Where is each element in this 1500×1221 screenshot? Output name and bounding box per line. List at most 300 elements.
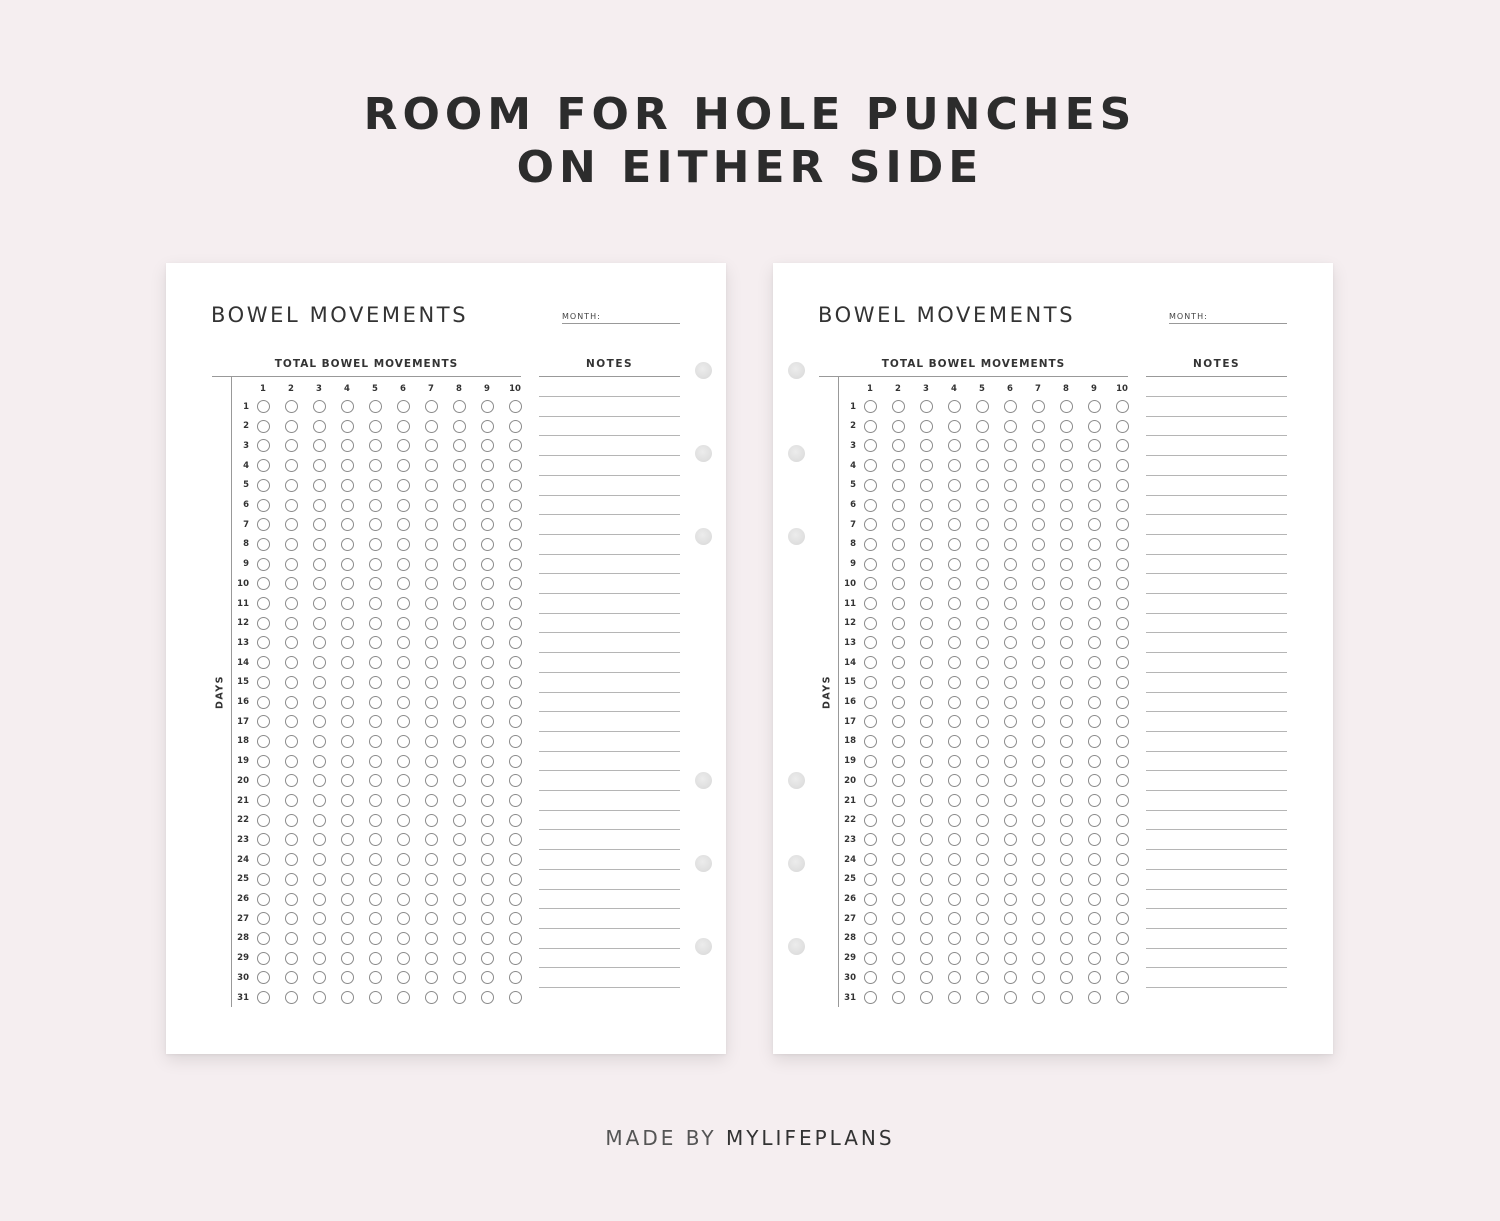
tracker-bubble[interactable]: [920, 577, 933, 590]
tracker-bubble[interactable]: [864, 774, 877, 787]
tracker-bubble[interactable]: [864, 853, 877, 866]
tracker-bubble[interactable]: [1116, 479, 1129, 492]
tracker-bubble[interactable]: [1116, 499, 1129, 512]
tracker-bubble[interactable]: [285, 499, 298, 512]
tracker-bubble[interactable]: [948, 558, 961, 571]
note-line[interactable]: [539, 613, 680, 614]
tracker-bubble[interactable]: [453, 814, 466, 827]
tracker-bubble[interactable]: [864, 400, 877, 413]
tracker-bubble[interactable]: [1088, 400, 1101, 413]
tracker-bubble[interactable]: [892, 400, 905, 413]
tracker-bubble[interactable]: [948, 479, 961, 492]
tracker-bubble[interactable]: [509, 558, 522, 571]
tracker-bubble[interactable]: [481, 400, 494, 413]
tracker-bubble[interactable]: [285, 735, 298, 748]
tracker-bubble[interactable]: [509, 400, 522, 413]
tracker-bubble[interactable]: [453, 558, 466, 571]
tracker-bubble[interactable]: [285, 676, 298, 689]
note-line[interactable]: [539, 790, 680, 791]
note-line[interactable]: [539, 731, 680, 732]
tracker-bubble[interactable]: [948, 696, 961, 709]
tracker-bubble[interactable]: [1116, 577, 1129, 590]
tracker-bubble[interactable]: [892, 735, 905, 748]
tracker-bubble[interactable]: [313, 538, 326, 551]
tracker-bubble[interactable]: [892, 499, 905, 512]
tracker-bubble[interactable]: [1004, 518, 1017, 531]
tracker-bubble[interactable]: [1032, 794, 1045, 807]
note-line[interactable]: [539, 435, 680, 436]
tracker-bubble[interactable]: [1088, 439, 1101, 452]
tracker-bubble[interactable]: [1004, 794, 1017, 807]
tracker-bubble[interactable]: [892, 636, 905, 649]
tracker-bubble[interactable]: [257, 794, 270, 807]
tracker-bubble[interactable]: [453, 893, 466, 906]
note-line[interactable]: [1146, 573, 1287, 574]
tracker-bubble[interactable]: [341, 518, 354, 531]
tracker-bubble[interactable]: [1004, 676, 1017, 689]
tracker-bubble[interactable]: [920, 636, 933, 649]
tracker-bubble[interactable]: [509, 991, 522, 1004]
tracker-bubble[interactable]: [285, 656, 298, 669]
tracker-bubble[interactable]: [948, 518, 961, 531]
note-line[interactable]: [539, 416, 680, 417]
tracker-bubble[interactable]: [864, 971, 877, 984]
tracker-bubble[interactable]: [453, 696, 466, 709]
note-line[interactable]: [539, 928, 680, 929]
tracker-bubble[interactable]: [1116, 538, 1129, 551]
tracker-bubble[interactable]: [453, 971, 466, 984]
tracker-bubble[interactable]: [425, 499, 438, 512]
tracker-bubble[interactable]: [1088, 656, 1101, 669]
tracker-bubble[interactable]: [1060, 420, 1073, 433]
tracker-bubble[interactable]: [425, 577, 438, 590]
tracker-bubble[interactable]: [864, 636, 877, 649]
tracker-bubble[interactable]: [864, 499, 877, 512]
tracker-bubble[interactable]: [892, 952, 905, 965]
tracker-bubble[interactable]: [481, 696, 494, 709]
tracker-bubble[interactable]: [1060, 558, 1073, 571]
tracker-bubble[interactable]: [892, 833, 905, 846]
tracker-bubble[interactable]: [1060, 696, 1073, 709]
tracker-bubble[interactable]: [509, 873, 522, 886]
note-line[interactable]: [1146, 652, 1287, 653]
tracker-bubble[interactable]: [1004, 479, 1017, 492]
tracker-bubble[interactable]: [425, 696, 438, 709]
tracker-bubble[interactable]: [257, 696, 270, 709]
tracker-bubble[interactable]: [892, 577, 905, 590]
tracker-bubble[interactable]: [397, 636, 410, 649]
tracker-bubble[interactable]: [976, 715, 989, 728]
note-line[interactable]: [539, 396, 680, 397]
tracker-bubble[interactable]: [453, 735, 466, 748]
tracker-bubble[interactable]: [948, 893, 961, 906]
tracker-bubble[interactable]: [1088, 774, 1101, 787]
tracker-bubble[interactable]: [257, 558, 270, 571]
tracker-bubble[interactable]: [341, 774, 354, 787]
tracker-bubble[interactable]: [920, 755, 933, 768]
tracker-bubble[interactable]: [285, 814, 298, 827]
tracker-bubble[interactable]: [1004, 558, 1017, 571]
tracker-bubble[interactable]: [481, 420, 494, 433]
tracker-bubble[interactable]: [397, 794, 410, 807]
tracker-bubble[interactable]: [397, 814, 410, 827]
tracker-bubble[interactable]: [481, 656, 494, 669]
tracker-bubble[interactable]: [257, 420, 270, 433]
tracker-bubble[interactable]: [976, 696, 989, 709]
tracker-bubble[interactable]: [1004, 893, 1017, 906]
tracker-bubble[interactable]: [509, 617, 522, 630]
tracker-bubble[interactable]: [257, 617, 270, 630]
tracker-bubble[interactable]: [920, 952, 933, 965]
note-line[interactable]: [539, 987, 680, 988]
tracker-bubble[interactable]: [313, 577, 326, 590]
tracker-bubble[interactable]: [920, 794, 933, 807]
tracker-bubble[interactable]: [1088, 912, 1101, 925]
tracker-bubble[interactable]: [976, 538, 989, 551]
tracker-bubble[interactable]: [1088, 971, 1101, 984]
note-line[interactable]: [539, 554, 680, 555]
tracker-bubble[interactable]: [481, 676, 494, 689]
tracker-bubble[interactable]: [341, 597, 354, 610]
tracker-bubble[interactable]: [1116, 636, 1129, 649]
tracker-bubble[interactable]: [1060, 459, 1073, 472]
tracker-bubble[interactable]: [369, 676, 382, 689]
tracker-bubble[interactable]: [341, 873, 354, 886]
tracker-bubble[interactable]: [1004, 971, 1017, 984]
tracker-bubble[interactable]: [257, 577, 270, 590]
tracker-bubble[interactable]: [948, 439, 961, 452]
tracker-bubble[interactable]: [425, 774, 438, 787]
tracker-bubble[interactable]: [425, 853, 438, 866]
tracker-bubble[interactable]: [509, 912, 522, 925]
tracker-bubble[interactable]: [1088, 833, 1101, 846]
tracker-bubble[interactable]: [257, 735, 270, 748]
tracker-bubble[interactable]: [1032, 932, 1045, 945]
tracker-bubble[interactable]: [257, 715, 270, 728]
tracker-bubble[interactable]: [313, 518, 326, 531]
tracker-bubble[interactable]: [453, 853, 466, 866]
tracker-bubble[interactable]: [1004, 833, 1017, 846]
tracker-bubble[interactable]: [948, 814, 961, 827]
note-line[interactable]: [1146, 790, 1287, 791]
tracker-bubble[interactable]: [425, 794, 438, 807]
tracker-bubble[interactable]: [453, 656, 466, 669]
tracker-bubble[interactable]: [509, 715, 522, 728]
tracker-bubble[interactable]: [509, 932, 522, 945]
tracker-bubble[interactable]: [1060, 814, 1073, 827]
tracker-bubble[interactable]: [864, 597, 877, 610]
note-line[interactable]: [539, 849, 680, 850]
tracker-bubble[interactable]: [341, 833, 354, 846]
tracker-bubble[interactable]: [920, 991, 933, 1004]
note-line[interactable]: [539, 475, 680, 476]
tracker-bubble[interactable]: [369, 715, 382, 728]
tracker-bubble[interactable]: [369, 893, 382, 906]
tracker-bubble[interactable]: [864, 696, 877, 709]
tracker-bubble[interactable]: [257, 518, 270, 531]
tracker-bubble[interactable]: [397, 893, 410, 906]
tracker-bubble[interactable]: [509, 853, 522, 866]
tracker-bubble[interactable]: [1032, 755, 1045, 768]
tracker-bubble[interactable]: [1088, 420, 1101, 433]
tracker-bubble[interactable]: [1088, 755, 1101, 768]
tracker-bubble[interactable]: [453, 755, 466, 768]
tracker-bubble[interactable]: [948, 636, 961, 649]
tracker-bubble[interactable]: [369, 420, 382, 433]
tracker-bubble[interactable]: [341, 893, 354, 906]
tracker-bubble[interactable]: [976, 893, 989, 906]
tracker-bubble[interactable]: [313, 420, 326, 433]
note-line[interactable]: [1146, 455, 1287, 456]
tracker-bubble[interactable]: [1032, 400, 1045, 413]
tracker-bubble[interactable]: [892, 893, 905, 906]
tracker-bubble[interactable]: [1004, 755, 1017, 768]
tracker-bubble[interactable]: [1116, 794, 1129, 807]
tracker-bubble[interactable]: [341, 617, 354, 630]
tracker-bubble[interactable]: [257, 873, 270, 886]
tracker-bubble[interactable]: [285, 538, 298, 551]
note-line[interactable]: [1146, 928, 1287, 929]
tracker-bubble[interactable]: [1004, 932, 1017, 945]
tracker-bubble[interactable]: [1060, 617, 1073, 630]
tracker-bubble[interactable]: [1004, 814, 1017, 827]
tracker-bubble[interactable]: [1088, 617, 1101, 630]
tracker-bubble[interactable]: [1060, 952, 1073, 965]
tracker-bubble[interactable]: [976, 558, 989, 571]
tracker-bubble[interactable]: [1060, 577, 1073, 590]
note-line[interactable]: [1146, 475, 1287, 476]
tracker-bubble[interactable]: [1032, 676, 1045, 689]
tracker-bubble[interactable]: [285, 893, 298, 906]
tracker-bubble[interactable]: [509, 538, 522, 551]
tracker-bubble[interactable]: [397, 715, 410, 728]
note-line[interactable]: [1146, 869, 1287, 870]
tracker-bubble[interactable]: [1088, 577, 1101, 590]
tracker-bubble[interactable]: [369, 814, 382, 827]
tracker-bubble[interactable]: [892, 617, 905, 630]
tracker-bubble[interactable]: [864, 479, 877, 492]
tracker-bubble[interactable]: [920, 893, 933, 906]
tracker-bubble[interactable]: [397, 656, 410, 669]
tracker-bubble[interactable]: [285, 971, 298, 984]
tracker-bubble[interactable]: [920, 715, 933, 728]
tracker-bubble[interactable]: [369, 971, 382, 984]
tracker-bubble[interactable]: [481, 755, 494, 768]
tracker-bubble[interactable]: [1088, 499, 1101, 512]
note-line[interactable]: [1146, 632, 1287, 633]
tracker-bubble[interactable]: [481, 833, 494, 846]
tracker-bubble[interactable]: [285, 873, 298, 886]
tracker-bubble[interactable]: [1004, 715, 1017, 728]
tracker-bubble[interactable]: [313, 794, 326, 807]
tracker-bubble[interactable]: [1116, 932, 1129, 945]
tracker-bubble[interactable]: [481, 538, 494, 551]
tracker-bubble[interactable]: [481, 912, 494, 925]
tracker-bubble[interactable]: [920, 833, 933, 846]
tracker-bubble[interactable]: [341, 676, 354, 689]
tracker-bubble[interactable]: [257, 932, 270, 945]
tracker-bubble[interactable]: [509, 479, 522, 492]
tracker-bubble[interactable]: [341, 538, 354, 551]
tracker-bubble[interactable]: [481, 518, 494, 531]
tracker-bubble[interactable]: [369, 912, 382, 925]
tracker-bubble[interactable]: [1116, 952, 1129, 965]
tracker-bubble[interactable]: [425, 518, 438, 531]
tracker-bubble[interactable]: [453, 676, 466, 689]
tracker-bubble[interactable]: [425, 439, 438, 452]
tracker-bubble[interactable]: [948, 459, 961, 472]
tracker-bubble[interactable]: [976, 459, 989, 472]
tracker-bubble[interactable]: [285, 952, 298, 965]
tracker-bubble[interactable]: [1088, 696, 1101, 709]
tracker-bubble[interactable]: [864, 617, 877, 630]
tracker-bubble[interactable]: [892, 696, 905, 709]
note-line[interactable]: [1146, 987, 1287, 988]
tracker-bubble[interactable]: [257, 479, 270, 492]
tracker-bubble[interactable]: [1032, 971, 1045, 984]
tracker-bubble[interactable]: [453, 774, 466, 787]
tracker-bubble[interactable]: [481, 715, 494, 728]
tracker-bubble[interactable]: [1060, 735, 1073, 748]
tracker-bubble[interactable]: [369, 577, 382, 590]
tracker-bubble[interactable]: [976, 439, 989, 452]
tracker-bubble[interactable]: [285, 636, 298, 649]
tracker-bubble[interactable]: [257, 991, 270, 1004]
note-line[interactable]: [539, 593, 680, 594]
tracker-bubble[interactable]: [509, 774, 522, 787]
tracker-bubble[interactable]: [425, 912, 438, 925]
tracker-bubble[interactable]: [976, 814, 989, 827]
tracker-bubble[interactable]: [341, 755, 354, 768]
tracker-bubble[interactable]: [1116, 400, 1129, 413]
tracker-bubble[interactable]: [1032, 774, 1045, 787]
tracker-bubble[interactable]: [920, 597, 933, 610]
tracker-bubble[interactable]: [948, 400, 961, 413]
tracker-bubble[interactable]: [1116, 991, 1129, 1004]
tracker-bubble[interactable]: [453, 873, 466, 886]
note-line[interactable]: [1146, 514, 1287, 515]
tracker-bubble[interactable]: [481, 558, 494, 571]
tracker-bubble[interactable]: [481, 499, 494, 512]
tracker-bubble[interactable]: [1004, 538, 1017, 551]
tracker-bubble[interactable]: [1032, 597, 1045, 610]
tracker-bubble[interactable]: [313, 873, 326, 886]
note-line[interactable]: [1146, 751, 1287, 752]
tracker-bubble[interactable]: [341, 991, 354, 1004]
tracker-bubble[interactable]: [453, 932, 466, 945]
tracker-bubble[interactable]: [948, 912, 961, 925]
note-line[interactable]: [1146, 692, 1287, 693]
tracker-bubble[interactable]: [397, 952, 410, 965]
tracker-bubble[interactable]: [864, 893, 877, 906]
tracker-bubble[interactable]: [864, 912, 877, 925]
tracker-bubble[interactable]: [864, 459, 877, 472]
tracker-bubble[interactable]: [397, 558, 410, 571]
tracker-bubble[interactable]: [948, 656, 961, 669]
tracker-bubble[interactable]: [1004, 400, 1017, 413]
note-line[interactable]: [539, 514, 680, 515]
tracker-bubble[interactable]: [864, 833, 877, 846]
tracker-bubble[interactable]: [369, 853, 382, 866]
tracker-bubble[interactable]: [369, 636, 382, 649]
tracker-bubble[interactable]: [257, 656, 270, 669]
note-line[interactable]: [539, 455, 680, 456]
note-line[interactable]: [539, 770, 680, 771]
tracker-bubble[interactable]: [509, 833, 522, 846]
tracker-bubble[interactable]: [425, 755, 438, 768]
tracker-bubble[interactable]: [864, 932, 877, 945]
tracker-bubble[interactable]: [1088, 991, 1101, 1004]
tracker-bubble[interactable]: [425, 400, 438, 413]
tracker-bubble[interactable]: [341, 479, 354, 492]
tracker-bubble[interactable]: [453, 912, 466, 925]
tracker-bubble[interactable]: [313, 971, 326, 984]
tracker-bubble[interactable]: [509, 755, 522, 768]
tracker-bubble[interactable]: [341, 696, 354, 709]
tracker-bubble[interactable]: [1032, 853, 1045, 866]
tracker-bubble[interactable]: [1032, 499, 1045, 512]
tracker-bubble[interactable]: [1004, 774, 1017, 787]
tracker-bubble[interactable]: [397, 400, 410, 413]
tracker-bubble[interactable]: [1004, 459, 1017, 472]
tracker-bubble[interactable]: [948, 873, 961, 886]
tracker-bubble[interactable]: [1060, 873, 1073, 886]
tracker-bubble[interactable]: [285, 794, 298, 807]
tracker-bubble[interactable]: [892, 755, 905, 768]
tracker-bubble[interactable]: [509, 518, 522, 531]
tracker-bubble[interactable]: [948, 676, 961, 689]
tracker-bubble[interactable]: [1032, 617, 1045, 630]
tracker-bubble[interactable]: [341, 794, 354, 807]
tracker-bubble[interactable]: [864, 420, 877, 433]
tracker-bubble[interactable]: [1116, 597, 1129, 610]
tracker-bubble[interactable]: [313, 459, 326, 472]
tracker-bubble[interactable]: [481, 971, 494, 984]
tracker-bubble[interactable]: [864, 814, 877, 827]
tracker-bubble[interactable]: [1032, 833, 1045, 846]
tracker-bubble[interactable]: [481, 617, 494, 630]
tracker-bubble[interactable]: [920, 459, 933, 472]
tracker-bubble[interactable]: [892, 794, 905, 807]
tracker-bubble[interactable]: [313, 755, 326, 768]
tracker-bubble[interactable]: [1116, 912, 1129, 925]
tracker-bubble[interactable]: [1004, 853, 1017, 866]
tracker-bubble[interactable]: [976, 794, 989, 807]
tracker-bubble[interactable]: [1060, 774, 1073, 787]
tracker-bubble[interactable]: [285, 833, 298, 846]
tracker-bubble[interactable]: [948, 420, 961, 433]
tracker-bubble[interactable]: [509, 636, 522, 649]
tracker-bubble[interactable]: [369, 873, 382, 886]
note-line[interactable]: [1146, 593, 1287, 594]
tracker-bubble[interactable]: [481, 853, 494, 866]
tracker-bubble[interactable]: [369, 439, 382, 452]
tracker-bubble[interactable]: [257, 952, 270, 965]
tracker-bubble[interactable]: [1032, 715, 1045, 728]
tracker-bubble[interactable]: [285, 518, 298, 531]
tracker-bubble[interactable]: [341, 400, 354, 413]
tracker-bubble[interactable]: [341, 656, 354, 669]
tracker-bubble[interactable]: [397, 597, 410, 610]
tracker-bubble[interactable]: [1060, 636, 1073, 649]
tracker-bubble[interactable]: [341, 420, 354, 433]
tracker-bubble[interactable]: [1116, 439, 1129, 452]
tracker-bubble[interactable]: [481, 952, 494, 965]
tracker-bubble[interactable]: [976, 420, 989, 433]
note-line[interactable]: [1146, 672, 1287, 673]
tracker-bubble[interactable]: [257, 676, 270, 689]
note-line[interactable]: [539, 967, 680, 968]
